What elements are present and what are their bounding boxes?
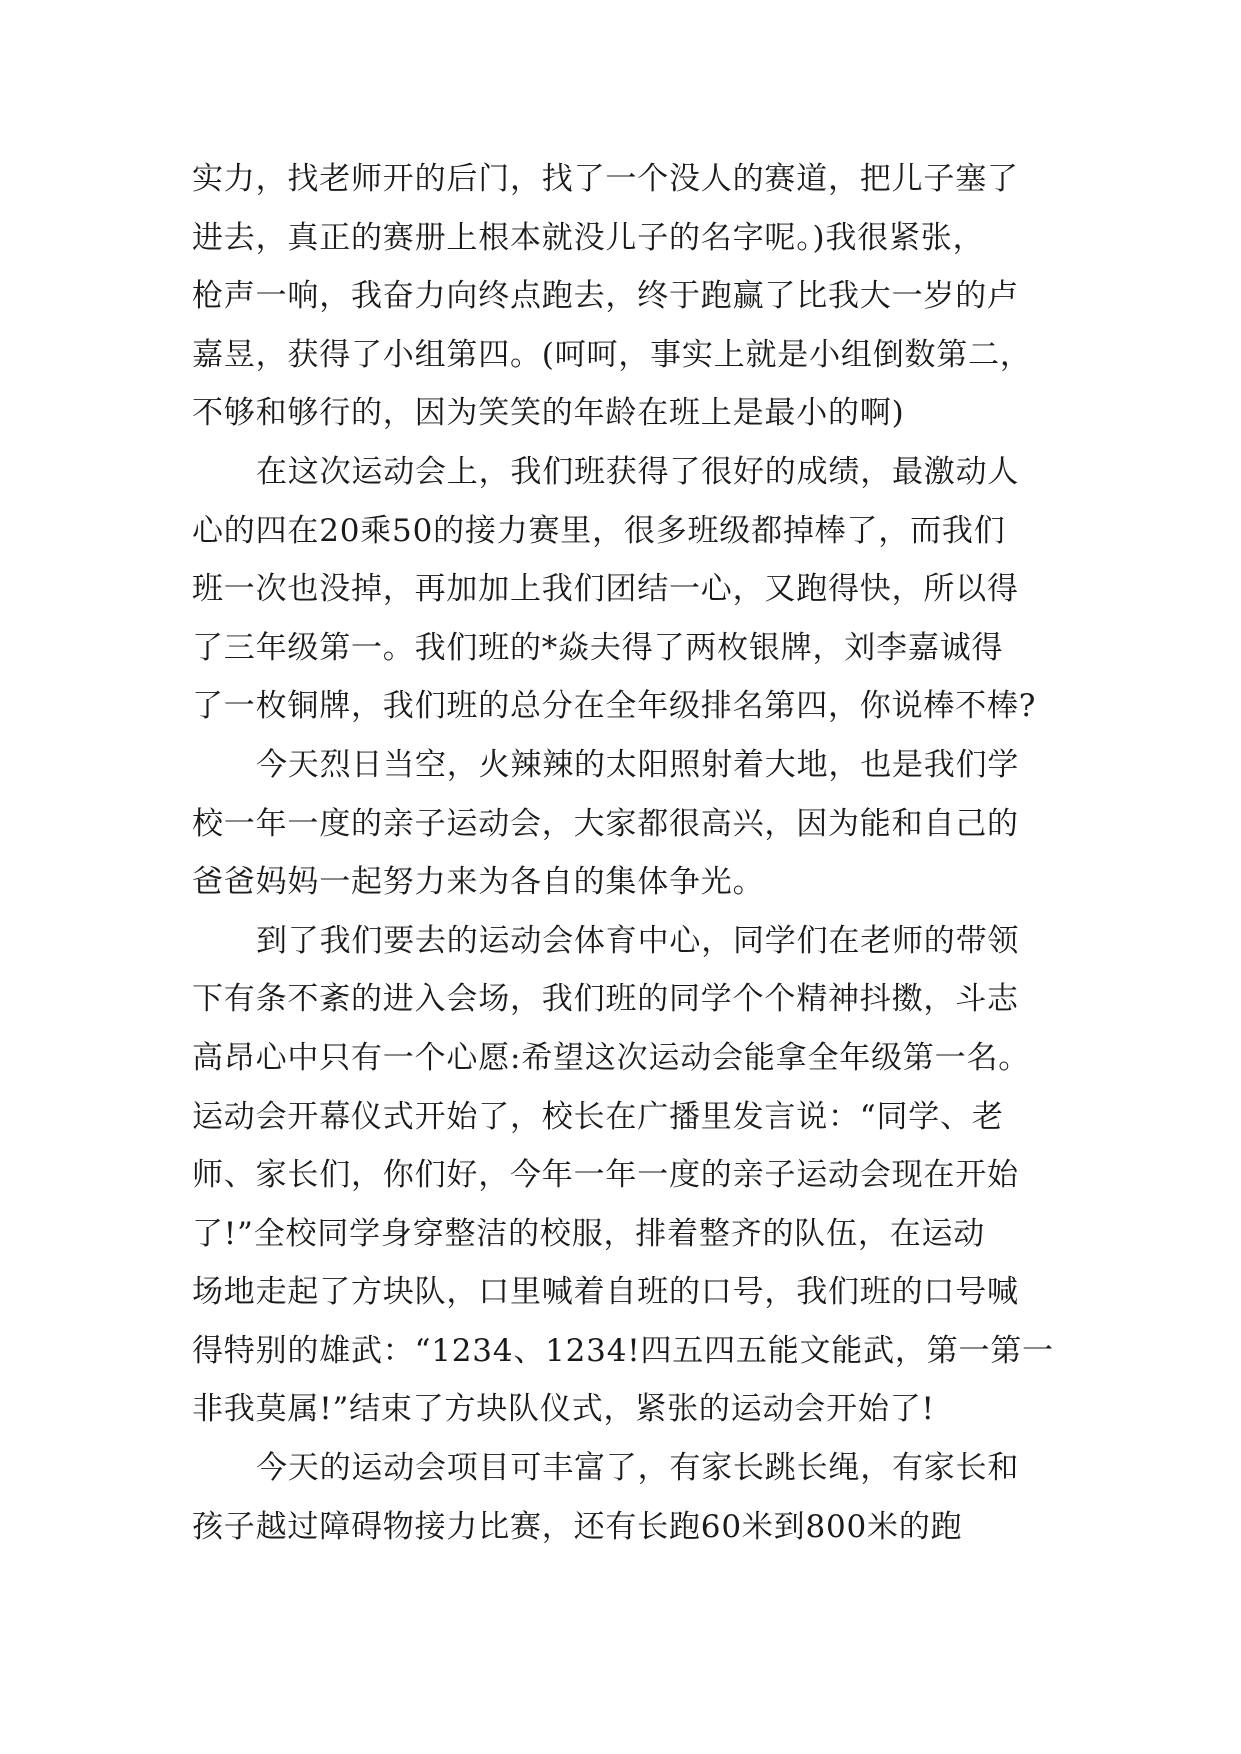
text-line: 场地走起了方块队，口里喊着自班的口号，我们班的口号喊	[192, 1274, 1019, 1311]
text-line: 高昂心中只有一个心愿:希望这次运动会能拿全年级第一名。	[192, 1039, 1031, 1076]
text-line: 班一次也没掉，再加加上我们团结一心，又跑得快，所以得	[192, 571, 1019, 608]
text-line: 嘉昱，获得了小组第四。(呵呵，事实上就是小组倒数第二，	[192, 336, 1032, 373]
text-line: 下有条不紊的进入会场，我们班的同学个个精神抖擞，斗志	[192, 981, 1019, 1018]
text-line: 师、家长们，你们好，今年一年一度的亲子运动会现在开始	[192, 1157, 1019, 1194]
paragraph-first-line: 在这次运动会上，我们班获得了很好的成绩，最激动人	[256, 453, 1020, 490]
paragraph-first-line: 到了我们要去的运动会体育中心，同学们在老师的带领	[256, 922, 1020, 959]
text-line: 爸爸妈妈一起努力来为各自的集体争光。	[192, 864, 765, 901]
text-line: 运动会开幕仪式开始了，校长在广播里发言说：“同学、老	[192, 1098, 1004, 1135]
text-line: 实力，找老师开的后门，找了一个没人的赛道，把儿子塞了	[192, 161, 1019, 197]
text-line: 得特别的雄武：“1234、1234!四五四五能文能武，第一第一	[192, 1332, 1054, 1369]
body-text	[192, 150, 1060, 1556]
text-line: 进去，真正的赛册上根本就没儿子的名字呢。)我很紧张，	[192, 219, 985, 256]
text-line: 心的四在20乘50的接力赛里，很多班级都掉棒了，而我们	[192, 512, 1006, 549]
text-line: 了三年级第一。我们班的*焱夫得了两枚银牌，刘李嘉诚得	[192, 629, 1004, 666]
paragraph-first-line: 今天烈日当空，火辣辣的太阳照射着大地，也是我们学	[256, 746, 1020, 783]
text-line: 不够和够行的，因为笑笑的年龄在班上是最小的啊)	[192, 395, 905, 432]
text-line: 了一枚铜牌，我们班的总分在全年级排名第四，你说棒不棒?	[192, 688, 1037, 725]
text-line: 了!”全校同学身穿整洁的校服，排着整齐的队伍，在运动	[192, 1215, 986, 1252]
text-line: 枪声一响，我奋力向终点跑去，终于跑赢了比我大一岁的卢	[192, 278, 1019, 315]
text-line: 非我莫属!”结束了方块队仪式，紧张的运动会开始了!	[192, 1391, 935, 1428]
paragraph-first-line: 今天的运动会项目可丰富了，有家长跳长绳，有家长和	[256, 1450, 1020, 1487]
text-line: 校一年一度的亲子运动会，大家都很高兴，因为能和自己的	[192, 805, 1019, 842]
text-line: 孩子越过障碍物接力比赛，还有长跑60米到800米的跑	[192, 1508, 963, 1545]
